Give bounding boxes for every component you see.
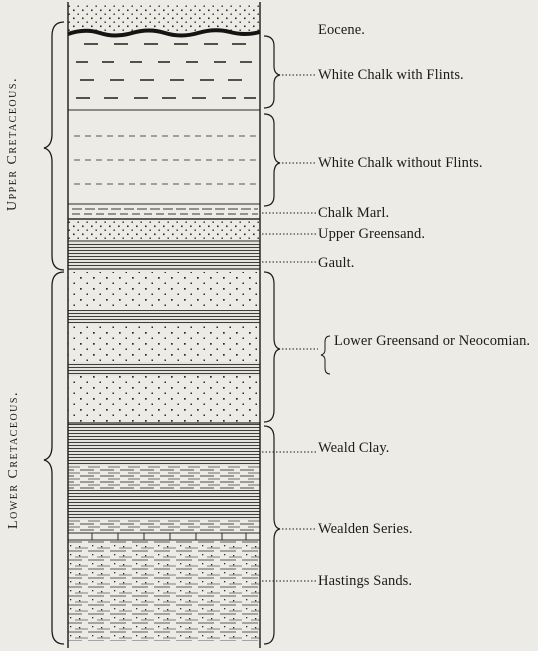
wealden-series-label: Wealden Series. xyxy=(318,521,413,537)
weald-clay-label: Weald Clay. xyxy=(318,440,390,456)
white-chalk-without-flints-label: White Chalk without Flints. xyxy=(318,155,483,171)
lower-greensand-label: Lower Greensand or Neocomian. xyxy=(334,333,531,349)
white-chalk-with-flints-label: White Chalk with Flints. xyxy=(318,67,464,83)
chalk-marl-label: Chalk Marl. xyxy=(318,205,390,221)
upper-cretaceous-label: Upper Cretaceous. xyxy=(5,77,20,211)
hastings-sands-label: Hastings Sands. xyxy=(318,573,413,589)
lower-cretaceous-label: Lower Cretaceous. xyxy=(6,391,21,529)
upper-greensand-label: Upper Greensand. xyxy=(318,226,426,242)
eocene-label: Eocene. xyxy=(318,22,365,38)
gault-label: Gault. xyxy=(318,255,355,271)
